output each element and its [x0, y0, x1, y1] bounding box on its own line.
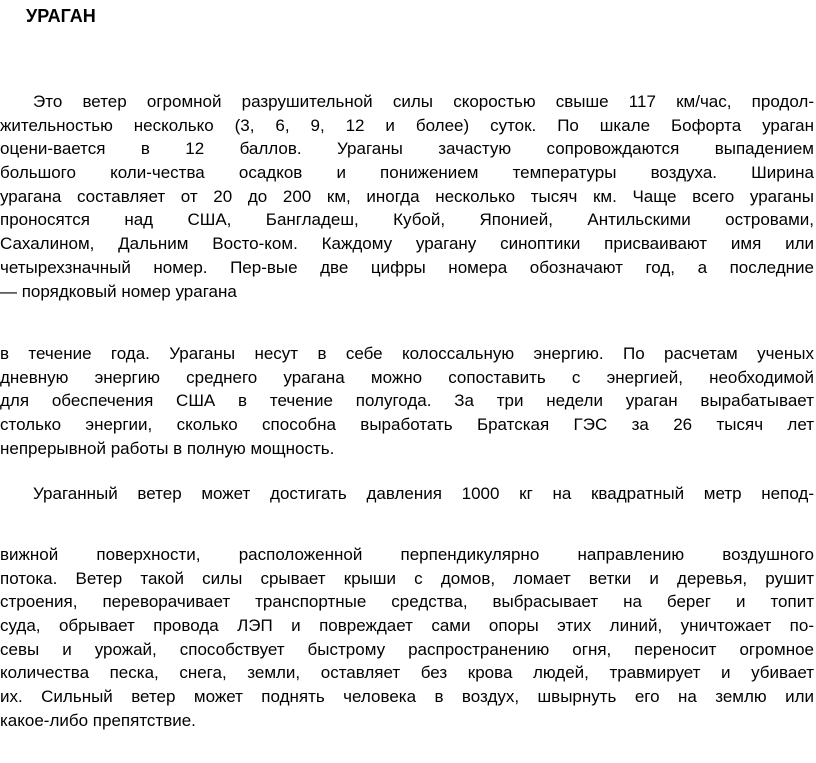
- text-line: суда, обрывает провода ЛЭП и повреждает сами опоры этих линий, уничтожает по-: [0, 616, 814, 636]
- text-line: дневную энергию среднего урагана можно сопоставить с энергией, необходимой: [0, 367, 814, 387]
- text-line: какое-либо препятствие.: [0, 710, 196, 730]
- text-line: Сахалином, Дальним Восто-ком. Каждому урагану синоптики присваивают имя или: [0, 234, 814, 254]
- paragraph-4: [0, 543, 814, 733]
- paragraph-3: [0, 482, 814, 506]
- paragraph-1: [0, 90, 814, 303]
- text-line: урагана составляет от 20 до 200 км, иногда несколько тысяч км. Чаще всего ураганы: [0, 186, 814, 206]
- text-line: строения, переворачивает транспортные средства, выбрасывает на берег и топит: [0, 592, 814, 612]
- text-line: вижной поверхности, расположенной перпендикулярно направлению воздушного: [0, 545, 814, 564]
- text-line: Это ветер огромной разрушительной силы скоростью свыше 117 км/час, продол-: [33, 92, 814, 111]
- text-line: севы и урожай, способствует быстрому распространению огня, переносит огромное: [0, 639, 814, 659]
- text-line: жительностью несколько (3, 6, 9, 12 и более) суток. По шкале Бофорта ураган: [0, 115, 814, 135]
- text-line: их. Сильный ветер может поднять человека в воздух, швырнуть его на землю или: [0, 687, 814, 707]
- text-line: столько энергии, сколько способна выработать Братская ГЭС за 26 тысяч лет: [0, 415, 814, 435]
- text-line: — порядковый номер урагана: [0, 281, 237, 301]
- text-line: Ураганный ветер может достигать давления 1000 кг на квадратный метр непод-: [33, 484, 814, 503]
- text-line: четырехзначный номер. Пер-вые две цифры номера обозначают год, а последние: [0, 257, 814, 277]
- text-line: проносятся над США, Бангладеш, Кубой, Японией, Антильскими островами,: [0, 210, 814, 230]
- paragraph-2: [0, 342, 814, 460]
- text-line: потока. Ветер такой силы срывает крыши с домов, ломает ветки и деревья, рушит: [0, 568, 814, 588]
- text-line: большого коли-чества осадков и понижением температуры воздуха. Ширина: [0, 163, 814, 183]
- text-line: непрерывной работы в полную мощность.: [0, 438, 335, 458]
- text-line: в течение года. Ураганы несут в себе колоссальную энергию. По расчетам ученых: [0, 344, 814, 363]
- text-line: для обеспечения США в течение полугода. За три недели ураган вырабатывает: [0, 391, 814, 411]
- document-title: УРАГАН: [26, 6, 96, 26]
- text-line: количества песка, снега, земли, оставляет без крова людей, травмирует и убивает: [0, 663, 814, 683]
- text-line: оцени-вается в 12 баллов. Ураганы зачастую сопровождаются выпадением: [0, 139, 814, 159]
